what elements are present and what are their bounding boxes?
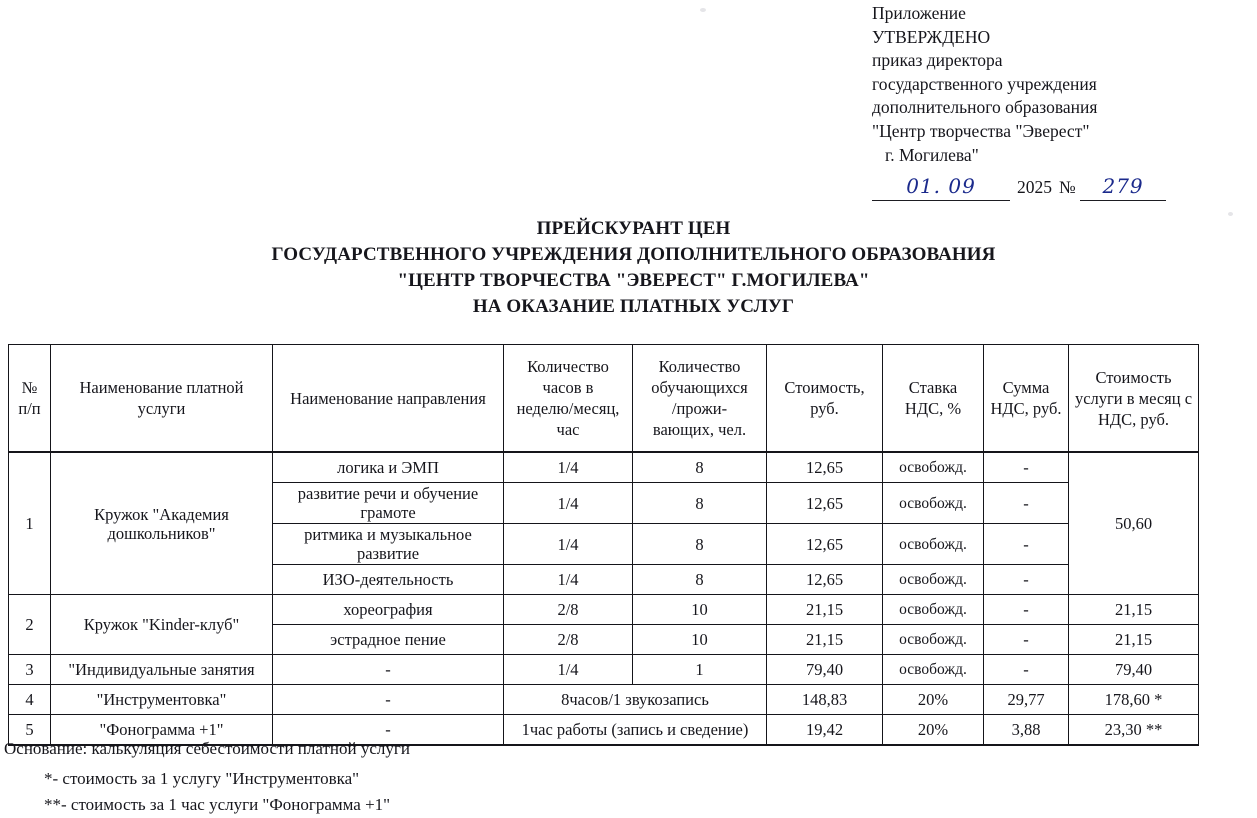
direction-line1: развитие речи и обучение	[297, 484, 479, 503]
cell-cost: 21,15	[767, 595, 883, 625]
cell-cost: 12,65	[767, 565, 883, 595]
header-rate-line2: НДС, %	[904, 399, 962, 418]
direction-line2: развитие	[356, 544, 420, 563]
cell-vat-sum: -	[984, 595, 1069, 625]
direction-line2: грамоте	[360, 503, 416, 522]
cell-pupils: 8	[633, 483, 767, 524]
cell-cost: 79,40	[767, 655, 883, 685]
cell-vat-rate: освобожд.	[883, 595, 984, 625]
cell-hours: 1/4	[504, 524, 633, 565]
cell-cost: 12,65	[767, 452, 883, 483]
cell-hours: 1/4	[504, 483, 633, 524]
approval-line-attachment: Приложение	[872, 3, 966, 23]
header-vat-rate	[883, 345, 984, 453]
approval-date-line	[872, 175, 1202, 205]
cell-vat-rate: освобожд.	[883, 452, 984, 483]
cell-cost: 21,15	[767, 625, 883, 655]
table-header-row	[9, 345, 1199, 453]
header-pupils	[633, 345, 767, 453]
order-date-handwritten: 01. 09	[906, 174, 976, 199]
service-name-line2: дошкольников"	[107, 523, 216, 543]
row-service-name: "Фонограмма +1"	[51, 715, 273, 746]
cell-pupils: 10	[633, 595, 767, 625]
cell-vat-sum: -	[984, 565, 1069, 595]
cell-total-with-vat: 178,60 *	[1069, 685, 1199, 715]
note-star-1: *- стоимость за 1 услугу "Инструментовка"	[44, 769, 360, 788]
cell-direction: хореография	[273, 595, 504, 625]
approval-line-order: приказ директора	[872, 50, 1003, 71]
row-number: 5	[9, 715, 51, 746]
cell-direction: эстрадное пение	[273, 625, 504, 655]
approval-line-center-name: "Центр творчества "Эверест"	[872, 120, 1090, 141]
table-row	[9, 685, 1199, 715]
cell-pupils: 1	[633, 655, 767, 685]
service-name-line1: Кружок "Академия	[94, 504, 229, 524]
row-number: 2	[9, 595, 51, 655]
cell-hours-merged: 1час работы (запись и сведение)	[504, 715, 767, 746]
note-basis: Основание: калькуляция себестоимости платной услуги	[4, 739, 410, 758]
approval-line-approved: УТВЕРЖДЕНО	[872, 26, 991, 47]
approval-line-institution: государственного учреждения	[872, 73, 1097, 94]
header-hours	[504, 345, 633, 453]
cell-total-with-vat: 21,15	[1069, 625, 1199, 655]
cell-hours: 1/4	[504, 452, 633, 483]
header-service-name	[51, 345, 273, 453]
header-total-line3: НДС, руб.	[1097, 409, 1169, 429]
scan-speck	[700, 8, 706, 12]
cell-direction: -	[273, 715, 504, 746]
header-cost	[767, 345, 883, 453]
cell-pupils: 8	[633, 565, 767, 595]
order-year: 2025	[1017, 177, 1052, 198]
header-cost-line2: руб.	[810, 399, 839, 418]
table-row	[9, 655, 1199, 685]
header-total-line1: Стоимость	[1095, 367, 1172, 387]
header-hours-line2: часов в	[542, 378, 594, 397]
title-line-4: НА ОКАЗАНИЕ ПЛАТНЫХ УСЛУГ	[472, 296, 795, 317]
cell-vat-sum: 3,88	[984, 715, 1069, 746]
cell-total-with-vat: 79,40	[1069, 655, 1199, 685]
cell-cost: 12,65	[767, 483, 883, 524]
header-pupils-line1: Количество	[658, 357, 741, 376]
cell-total-with-vat: 23,30 **	[1069, 715, 1199, 746]
footer-notes	[4, 736, 410, 818]
cell-vat-sum: -	[984, 655, 1069, 685]
header-pupils-line3: /прожи-	[671, 399, 728, 418]
cell-pupils: 10	[633, 625, 767, 655]
title-line-2: ГОСУДАРСТВЕННОГО УЧРЕЖДЕНИЯ ДОПОЛНИТЕЛЬНОГО ОБРАЗОВАНИЯ	[271, 244, 996, 265]
cell-direction	[273, 483, 504, 524]
row-number: 1	[9, 452, 51, 595]
title-line-3: "ЦЕНТР ТВОРЧЕСТВА "ЭВЕРЕСТ" Г.МОГИЛЕВА"	[397, 270, 870, 291]
row-number: 4	[9, 685, 51, 715]
cell-hours-merged: 8часов/1 звукозапись	[504, 685, 767, 715]
cell-vat-rate: освобожд.	[883, 625, 984, 655]
header-service-line2: услуги	[137, 399, 186, 418]
header-direction: Наименование направления	[273, 345, 504, 453]
header-sum-line2: НДС, руб.	[990, 399, 1062, 418]
row-number: 3	[9, 655, 51, 685]
cell-cost: 12,65	[767, 524, 883, 565]
cell-direction: -	[273, 655, 504, 685]
row-service-name: "Инструментовка"	[51, 685, 273, 715]
order-date-field	[872, 175, 1010, 201]
cell-vat-sum: -	[984, 452, 1069, 483]
row-service-name: "Индивидуальные занятия	[51, 655, 273, 685]
approval-line-education: дополнительного образования	[872, 97, 1098, 118]
cell-hours: 2/8	[504, 595, 633, 625]
cell-direction: -	[273, 685, 504, 715]
cell-vat-rate: 20%	[883, 715, 984, 746]
order-number-handwritten: 279	[1102, 174, 1144, 199]
cell-pupils: 8	[633, 452, 767, 483]
cell-cost: 148,83	[767, 685, 883, 715]
header-hours-line3: неделю/месяц,	[516, 399, 620, 418]
row-service-name: Кружок "Kinder-клуб"	[51, 595, 273, 655]
price-table	[8, 344, 1199, 746]
cell-vat-sum: -	[984, 524, 1069, 565]
note-star-2: **- стоимость за 1 час услуги "Фонограмма +1"	[44, 795, 391, 814]
approval-block	[872, 2, 1202, 205]
approval-line-city: г. Могилева"	[885, 144, 979, 165]
page-title	[0, 216, 1257, 320]
cell-vat-rate: освобожд.	[883, 483, 984, 524]
header-total-line2: услуги в месяц с	[1074, 388, 1193, 408]
header-num	[9, 345, 51, 453]
cell-hours: 2/8	[504, 625, 633, 655]
cell-direction: логика и ЭМП	[273, 452, 504, 483]
cell-hours: 1/4	[504, 655, 633, 685]
table-row	[9, 595, 1199, 625]
order-number-field	[1080, 175, 1166, 201]
header-pupils-line4: вающих, чел.	[652, 420, 747, 439]
number-symbol: №	[1059, 177, 1076, 198]
header-hours-line1: Количество	[527, 357, 609, 376]
cell-vat-rate: освобожд.	[883, 565, 984, 595]
table-row	[9, 452, 1199, 483]
cell-direction: ИЗО-деятельность	[273, 565, 504, 595]
cell-total-with-vat: 50,60	[1069, 452, 1199, 595]
header-rate-line1: Ставка	[908, 378, 958, 397]
header-vat-sum	[984, 345, 1069, 453]
cell-vat-rate: освобожд.	[883, 655, 984, 685]
header-cost-line1: Стоимость,	[784, 378, 865, 397]
cell-vat-sum: 29,77	[984, 685, 1069, 715]
cell-direction	[273, 524, 504, 565]
cell-hours: 1/4	[504, 565, 633, 595]
cell-cost: 19,42	[767, 715, 883, 746]
header-pupils-line2: обучающихся	[651, 378, 748, 397]
header-sum-line1: Сумма	[1002, 378, 1050, 397]
row-service-name	[51, 452, 273, 595]
header-num-line2: п/п	[18, 399, 41, 418]
cell-vat-rate: освобожд.	[883, 524, 984, 565]
header-total	[1069, 345, 1199, 453]
cell-vat-rate: 20%	[883, 685, 984, 715]
cell-vat-sum: -	[984, 483, 1069, 524]
header-num-line1: №	[21, 378, 38, 397]
header-service-line1: Наименование платной	[79, 378, 244, 397]
title-line-1: ПРЕЙСКУРАНТ ЦЕН	[536, 218, 731, 239]
cell-total-with-vat: 21,15	[1069, 595, 1199, 625]
header-hours-line4: час	[556, 420, 580, 439]
direction-line1: ритмика и музыкальное	[304, 525, 472, 544]
cell-pupils: 8	[633, 524, 767, 565]
cell-vat-sum: -	[984, 625, 1069, 655]
price-table-wrapper	[8, 344, 1198, 746]
